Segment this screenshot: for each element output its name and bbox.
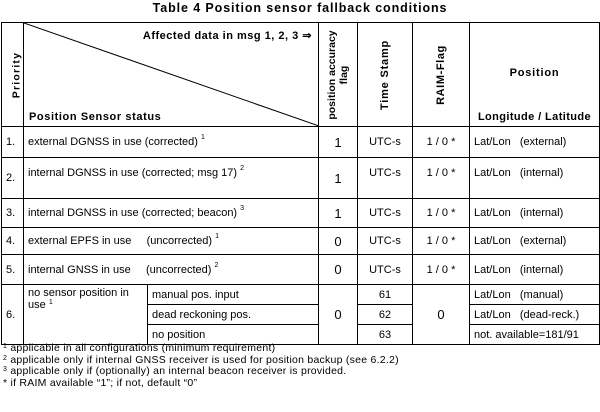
raim-header-label: RAIM-Flag [435, 44, 447, 105]
timestamp-cell: UTC-s [358, 127, 413, 158]
priority-header-label: Priority [10, 51, 23, 98]
position-cell: Lat/Lon (internal) [470, 158, 600, 199]
position-header [470, 23, 600, 127]
footnote: $^3$ applicable only if (optionally) an internal beacon receiver is provided. [3, 365, 347, 377]
table-row [2, 158, 600, 199]
footnote-ref: 3 [240, 205, 245, 212]
footnote-ref: 2 [214, 261, 219, 269]
priority-cell: 5. [2, 255, 24, 285]
position-header-label: Position [509, 67, 560, 79]
accuracy-cell: 0 [319, 255, 358, 285]
status-cell: external DGNSS in use (corrected) $^1$ [24, 127, 319, 158]
raim-header [413, 23, 470, 127]
table-row [2, 199, 600, 228]
header-row [2, 23, 600, 127]
footnote-ref: 1 [215, 233, 219, 240]
substatus-cell: no position [148, 325, 319, 345]
timestamp-header-label: Time Stamp [379, 39, 391, 110]
footnote-ref: 2 [240, 165, 245, 172]
raim-cell: 1 / 0 * [413, 255, 470, 285]
status-cell: no sensor position in use $^1$ [24, 285, 148, 345]
table-row [2, 127, 600, 158]
position-cell: Lat/Lon (internal) [470, 255, 600, 285]
timestamp-cell: 63 [358, 325, 413, 345]
position-cell: Lat/Lon (manual) [470, 285, 600, 305]
substatus-cell: manual pos. input [148, 285, 319, 305]
status-cell: external EPFS in use (uncorrected) $^1$ [24, 228, 319, 255]
position-cell: Lat/Lon (external) [470, 228, 600, 255]
accuracy-cell: 0 [319, 285, 358, 345]
status-cell: internal GNSS in use (uncorrected) $^2$ [24, 255, 319, 285]
footnote: * if RAIM available “1”; if not, default “0” [3, 376, 198, 389]
priority-cell: 6. [2, 285, 24, 345]
accuracy-header [319, 23, 358, 127]
table-row [2, 228, 600, 255]
timestamp-cell: UTC-s [358, 199, 413, 228]
timestamp-cell: UTC-s [358, 255, 413, 285]
status-header-cell [24, 23, 319, 127]
table-row [2, 255, 600, 285]
priority-cell: 2. [2, 158, 24, 199]
footnote-ref: 1 [201, 134, 205, 141]
accuracy-cell: 1 [319, 158, 358, 199]
timestamp-cell: 61 [358, 285, 413, 305]
sensor-status-label: Position Sensor status [29, 111, 162, 123]
raim-cell: 1 / 0 * [413, 199, 470, 228]
position-cell: Lat/Lon (external) [470, 127, 600, 158]
position-cell: Lat/Lon (internal) [470, 199, 600, 228]
priority-cell: 1. [2, 127, 24, 158]
lonlat-header-label: Longitude / Latitude [477, 111, 592, 123]
affected-data-label: Affected data in msg 1, 2, 3 ⇒ [142, 30, 312, 42]
priority-header [2, 23, 24, 127]
timestamp-header [358, 23, 413, 127]
raim-cell: 1 / 0 * [413, 158, 470, 199]
timestamp-cell: 62 [358, 305, 413, 325]
accuracy-cell: 1 [319, 199, 358, 228]
status-cell: internal DGNSS in use (corrected; msg 17) $^2$ [24, 158, 319, 199]
accuracy-cell: 0 [319, 228, 358, 255]
footnotes [3, 343, 399, 389]
fallback-table [1, 22, 600, 345]
raim-cell: 0 [413, 285, 470, 345]
substatus-cell: dead reckoning pos. [148, 305, 319, 325]
accuracy-header-line1: position accuracy [326, 29, 338, 120]
timestamp-cell: UTC-s [358, 228, 413, 255]
priority-cell: 4. [2, 228, 24, 255]
footnote: $^2$ applicable only if internal GNSS receiver is used for position backup (see 6.2.2) [3, 353, 399, 366]
footnote: $^1$ applicable in all configurations (minimum requirement) [3, 342, 276, 354]
raim-cell: 1 / 0 * [413, 228, 470, 255]
accuracy-header-line2: flag [338, 65, 350, 84]
position-cell: Lat/Lon (dead-reck.) [470, 305, 600, 325]
footnote-ref: 1 [48, 299, 53, 306]
raim-cell: 1 / 0 * [413, 127, 470, 158]
timestamp-cell: UTC-s [358, 158, 413, 199]
priority-cell: 3. [2, 199, 24, 228]
accuracy-cell: 1 [319, 127, 358, 158]
table-row [2, 285, 600, 305]
status-cell: internal DGNSS in use (corrected; beacon) $^3$ [24, 199, 319, 228]
table-caption: Table 4 Position sensor fallback conditions [152, 1, 448, 15]
position-cell: not. available=181/91 [470, 325, 600, 345]
